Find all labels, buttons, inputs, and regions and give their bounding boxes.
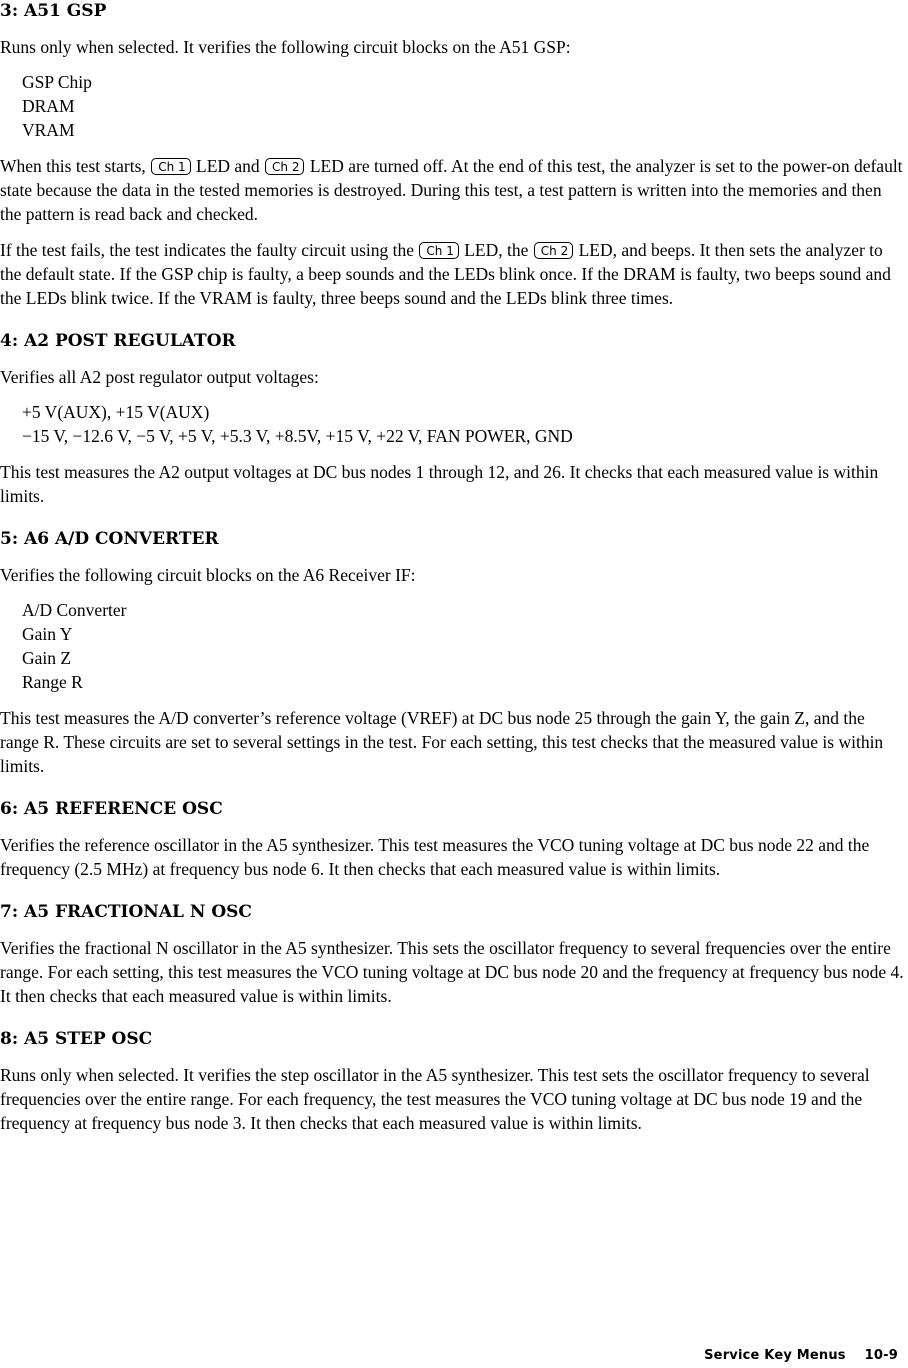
paragraph: Verifies the fractional N oscillator in the A5 synthesizer. This sets the oscillator frequency to several frequencies over the entire range. For each setting, this test measures the VCO tuning voltage at DC bus node 20 and the frequency at frequency bus node 4. It then checks that each measured value is within limits. [0, 938, 904, 1006]
ch1-key: Ch 1 [419, 242, 458, 259]
text-run: LED are turned off. At the end of this test, the analyzer is set to the power-on default state because the data in the tested memories is destroyed. During this test, a test pattern is written into the memories and then the pattern is read back and checked. [0, 156, 903, 224]
paragraph: This test measures the A/D converter’s reference voltage (VREF) at DC bus node 25 through the gain Y, the gain Z, and the range R. These circuits are set to several settings in the test. For each setting, this test checks that the measured value is within limits. [0, 708, 884, 776]
section-a6-ad-converter [0, 528, 906, 778]
section-heading: 7: A5 FRACTIONAL N OSC [0, 902, 252, 922]
section-a5-step-osc [0, 1028, 906, 1135]
section-a5-fractional-n-osc [0, 901, 906, 1008]
list-item: Range R [22, 672, 83, 692]
section-heading: 8: A5 STEP OSC [0, 1029, 153, 1049]
ch2-key: Ch 2 [534, 242, 573, 259]
list-item: +5 V(AUX), +15 V(AUX) [22, 402, 210, 422]
list-item: Gain Y [22, 624, 73, 644]
list-item: VRAM [22, 120, 75, 140]
text-run: LED, and beeps. It then sets the analyzer to the default state. If the GSP chip is faulty, a beep sounds and the LEDs blink once. If the DRAM is faulty, two beeps sound and the LEDs blink twice. If the VRAM is faulty, three beeps sound and the LEDs blink three times. [0, 240, 891, 308]
circuit-block-list [22, 70, 906, 142]
section-heading: 4: A2 POST REGULATOR [0, 331, 236, 351]
paragraph: This test measures the A2 output voltages at DC bus nodes 1 through 12, and 26. It checks that each measured value is within limits. [0, 462, 879, 506]
page-footer [704, 1344, 898, 1368]
section-heading: 3: A51 GSP [0, 1, 107, 21]
section-heading: 5: A6 A/D CONVERTER [0, 529, 219, 549]
ch1-key: Ch 1 [151, 158, 190, 175]
list-item: GSP Chip [22, 72, 92, 92]
section-a51-gsp [0, 0, 906, 310]
text-run: LED and [196, 156, 260, 176]
paragraph: Runs only when selected. It verifies the step oscillator in the A5 synthesizer. This test sets the oscillator frequency to several frequencies over the entire range. For each frequency, the test measures the VCO tuning voltage at DC bus node 19 and the frequency at frequency bus node 3. It then checks that each measured value is within limits. [0, 1065, 870, 1133]
circuit-block-list [22, 598, 906, 694]
section-intro: Runs only when selected. It verifies the following circuit blocks on the A51 GSP: [0, 37, 571, 57]
section-a2-post-regulator [0, 330, 906, 508]
text-run: If the test fails, the test indicates the faulty circuit using the [0, 240, 415, 260]
paragraph [0, 154, 906, 226]
paragraph: Verifies the reference oscillator in the A5 synthesizer. This test measures the VCO tuning voltage at DC bus node 22 and the frequency (2.5 MHz) at frequency bus node 6. It then checks that each measured value is within limits. [0, 835, 870, 879]
section-intro: Verifies the following circuit blocks on the A6 Receiver IF: [0, 565, 416, 585]
ch2-key: Ch 2 [265, 158, 304, 175]
voltage-list [22, 400, 906, 448]
list-item: −15 V, −12.6 V, −5 V, +5 V, +5.3 V, +8.5V, +15 V, +22 V, FAN POWER, GND [22, 426, 573, 446]
list-item: DRAM [22, 96, 75, 116]
footer-section-title: Service Key Menus [704, 1348, 846, 1363]
section-heading: 6: A5 REFERENCE OSC [0, 799, 223, 819]
text-run: LED, the [464, 240, 529, 260]
list-item: A/D Converter [22, 600, 127, 620]
text-run: When this test starts, [0, 156, 146, 176]
list-item: Gain Z [22, 648, 72, 668]
paragraph [0, 238, 906, 310]
section-a5-reference-osc [0, 798, 906, 881]
section-intro: Verifies all A2 post regulator output voltages: [0, 367, 319, 387]
page-number: 10-9 [864, 1348, 898, 1363]
